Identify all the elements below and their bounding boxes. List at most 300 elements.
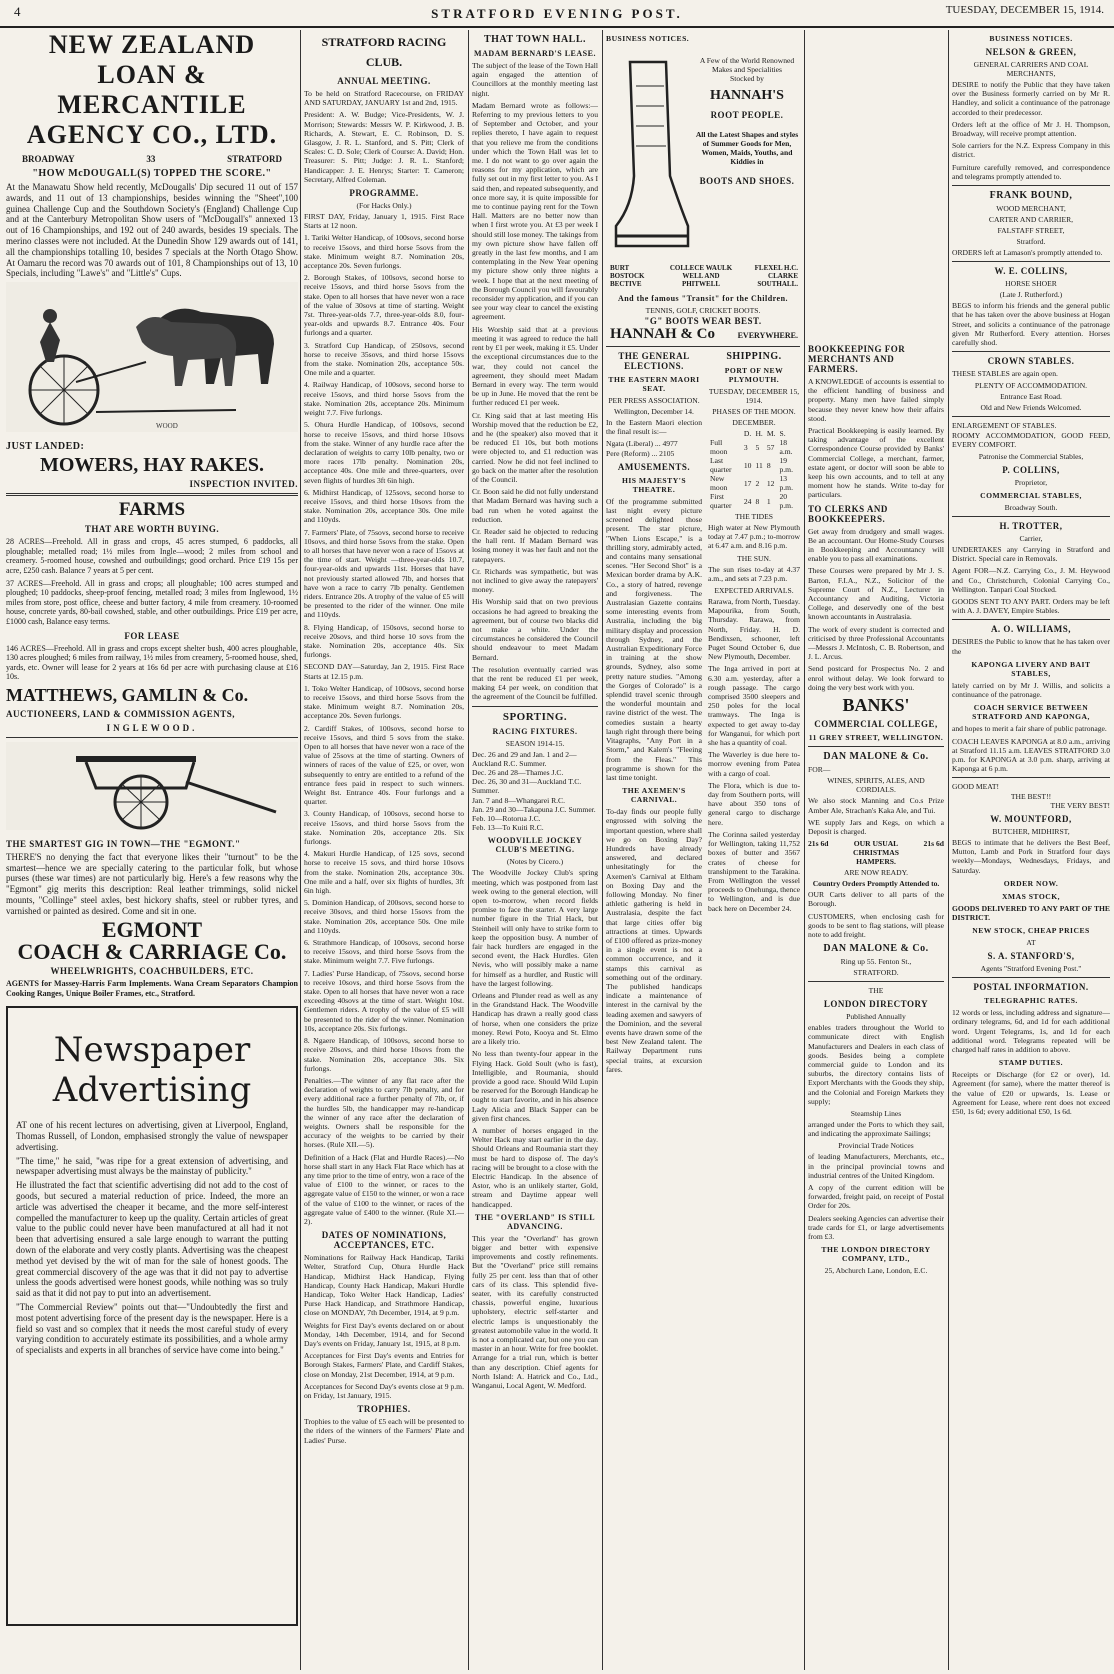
farm-listing: 28 ACRES—Freehold. All in grass and crops, 45 acres stumped, 6 paddocks, all ploughable; metalled road; 1½ miles from Ingle—wood; 2 miles from school and creamery. 5-roomed house, cowshed and outbuildings; good orchard. Price £19 15s per acre, £250 cash. Balance 7 years at 5 per cent. — [6, 537, 298, 575]
table-cell: Full moon — [710, 438, 728, 456]
carts-note: OUR Carts deliver to all parts of the Borough. — [808, 890, 944, 909]
woodville-byline: (Notes by Cicero.) — [506, 857, 564, 867]
directory-address: 25, Abchurch Lane, London, E.C. — [824, 1266, 928, 1276]
goods-delivered: GOODS DELIVERED TO ANY PART OF THE DISTRICT. — [952, 903, 1110, 922]
coach-times: COACH LEAVES KAPONGA at 8.0 a.m., arriving at Stratford 11.15 a.m. LEAVES STRATFORD 3.0 p.m. for KAPONGA at 3.0 p.m. sharp, arriving at Kaponga at 6 p.m. — [952, 736, 1110, 774]
new-stock: NEW STOCK, CHEAP PRICES — [972, 926, 1090, 936]
crown-line: Old and New Friends Welcomed. — [980, 403, 1082, 413]
kaponga-stables: KAPONGA LIVERY AND BAIT STABLES, — [971, 659, 1091, 678]
table-row — [708, 456, 800, 474]
fixtures-heading: RACING FIXTURES. — [492, 726, 578, 736]
table-cell: 20 p.m. — [779, 492, 793, 510]
hannah-co: HANNAH & Co — [610, 326, 715, 342]
malone-phone: Ring up 55. Fenton St., — [840, 957, 912, 967]
frank-bound-title: FRANK BOUND, — [989, 190, 1073, 202]
news-subcolumn — [606, 347, 702, 1077]
hampers-row — [808, 839, 944, 866]
stanford-title: S. A. STANFORD'S, — [987, 951, 1075, 962]
shipping-subcolumn — [708, 347, 800, 1077]
racing-club-title: STRATFORD RACING CLUB. — [321, 35, 447, 69]
fixture-item: Dec. 26 and 28—Thames J.C. — [472, 768, 564, 778]
table-cell: 2 — [755, 478, 760, 488]
williams-title: A. O. WILLIAMS, — [990, 624, 1072, 635]
just-landed: JUST LANDED: — [6, 441, 85, 453]
everywhere: EVERYWHERE. — [737, 331, 798, 340]
mountford-title: W. MOUNTFORD, — [990, 813, 1072, 824]
clerks-paragraph: The work of every student is corrected and criticised by three Professional Accountants—Messrs J. McIntosh, C. B. Robertson, and J. L. Arcus. — [808, 624, 944, 662]
butcher-line: BUTCHER, MIDHIRST, — [992, 826, 1070, 836]
trotter-line: Carrier, — [1019, 534, 1043, 544]
malone-for: FOR— — [808, 765, 831, 775]
nelson-paragraph: Sole carriers for the N.Z. Express Company in this district. — [952, 141, 1110, 160]
column-1 — [6, 30, 298, 1670]
hampers-label — [853, 839, 899, 866]
malone-wines: WINES, SPIRITS, ALES, AND CORDIALS. — [827, 776, 925, 795]
weights-body: Weights for First Day's events declared on or about Monday, 14th December, 1914, and for Second Day's events on Friday, January 1st, 1915, at 8 p.m. — [304, 1320, 464, 1348]
hamper-price: 21s 6d — [923, 839, 944, 849]
egmont-advertisement — [6, 742, 298, 1000]
malone-title: DAN MALONE & Co. — [823, 943, 929, 955]
roomy-paragraph: ROOMY ACCOMMODATION, GOOD FEED, EVERY COMFORT. — [952, 430, 1110, 449]
directory-paragraph: enables traders throughout the World to communicate direct with English Manufacturers and Dealers in each class of goods. Besides being a complete commercial guide to London and its suburbs, the directory contains lists of Export Merchants with the Goods they ship, and the Colonial and Foreign Markets they supply; — [808, 1023, 944, 1106]
bookkeeping-paragraph: A KNOWLEDGE of accounts is essential to the efficient handling of business and property. Many men have failed simply because they never knew how their affairs stood. — [808, 377, 944, 423]
collins-line: (Late J. Rutherford.) — [999, 290, 1063, 300]
result-line: Ngata (Liberal) ... 4977 — [606, 439, 678, 449]
table-cell: 18 a.m. — [779, 438, 793, 456]
port-heading: PORT OF NEW PLYMOUTH. — [724, 366, 784, 384]
table-row — [708, 474, 800, 492]
race-entry: 3. Stratford Cup Handicap, of 250sovs, second horse to receive 35sovs, and third horse 15sovs from the stake. Nomination 20s, acceptance 50s. One mile and a quarter. — [304, 340, 464, 378]
directory-paragraph: A copy of the current edition will be forwarded, freight paid, on receipt of Postal Order for 20s. — [808, 1182, 944, 1211]
moon-month: DECEMBER. — [732, 418, 776, 427]
proprietor: Proprietor, — [1014, 478, 1048, 488]
race-entry: 2. Cardiff Stakes, of 100sovs, second horse to receive 15sovs, and third 5 sovs from the stake. Open to all horses that have never won a race of the value of 25sovs at the time of starting. Owners of winners of races of the value of £25, or over, won subsequently to entry are entitled to a refund of the entrance fees paid in respect to such winners. Weight 8st. Entrance 40s. Four furlongs and a quarter. — [304, 723, 464, 807]
farms-heading: FARMS — [118, 499, 186, 521]
farms-advertisement — [6, 500, 298, 733]
tides-body: High water at New Plymouth today at 7.47 p.m.; to-morrow at 6.47 a.m. and 8.16 p.m. — [708, 523, 800, 551]
race-entry: 8. Ngaere Handicap, of 100sovs, second horse to receive 20sovs, and third horse 10sovs from the stake. Nomination 20s, acceptance 30s. Six furlongs. — [304, 1036, 464, 1073]
elections-heading: THE GENERAL ELECTIONS. — [618, 351, 690, 371]
hampers-line: CHRISTMAS — [853, 848, 899, 858]
second-day: SECOND DAY—Saturday, Jan 2, 1915. First Race Starts at 12.15 p.m. — [304, 662, 464, 681]
issue-date: TUESDAY, DECEMBER 15, 1914. — [945, 4, 1104, 16]
trotter-agent: Agent FOR—N.Z. Carrying Co., J. M. Heywood and Co., Christchurch, Colonial Carrying Co., Wellington. Tanpari Coal Stocked. — [952, 566, 1110, 594]
nz-title: LOAN & MERCANTILE — [57, 60, 247, 119]
hannahs-name: HANNAH'S — [710, 87, 784, 103]
postal-heading: POSTAL INFORMATION. — [973, 982, 1089, 993]
woodville-paragraph: Orleans and Plunder read as well as any in the Grandstand Hack. The Woodville Handicap has drawn a really good class of horse, when one considers the prize money. Rewi Poto, Kooya and St. Elmo are a likely trio. — [472, 991, 598, 1047]
frank-line: CARTER AND CARRIER, — [988, 215, 1074, 225]
directory-paragraph: of leading Manufacturers, Merchants, etc., in the principal provincial towns and industrial centres of the United Kingdom. — [808, 1152, 944, 1180]
collins-paragraph: BEGS to inform his friends and the general public that he has taken over the above business at Hogan Street, and solicits a continuance of the patronage given Mr Rutherford. Every attention. Horses carefully shod. — [952, 301, 1110, 348]
lease-paragraph: The subject of the lease of the Town Hall again engaged the attention of Councillors at the monthly meeting last night. — [472, 61, 598, 98]
tennis-boots: TENNIS, GOLF, CRICKET BOOTS. — [645, 306, 761, 315]
the-best: THE BEST!! — [1010, 791, 1052, 801]
overland-paragraph: This year the "Overland" has grown bigger and better with expensive improvements and costly refinements. But the "Overland" price still remains fully 25 per cent. less than that of other cars of its class. This splendid five-seater, with its carefully constructed chassis, powerful engine, luxurious upholstery, electric self-starter and electric lamps is unquestionably the greatest automobile value in the world. It is not a complicated car, but one you can master in an hour. Write for free booklet. Arrange for a trial run, which is better than any description. Chief agents for North Island: A. Hatrick and Co., Ltd., Wanganui, Local Agent, W. Medford. — [472, 1233, 598, 1390]
acceptances-body: Acceptances for First Day's events and Entries for Borough Stakes, Farmers' Plate, and Cardiff Stakes, close on Monday, 21st December, 1914, at 9 p.m. — [304, 1351, 464, 1379]
column-rule — [948, 30, 949, 1670]
frank-orders: ORDERS left at Lamason's promptly attended to. — [952, 248, 1103, 258]
hannah-shapes: All the Latest Shapes and styles of Summer Goods for Men, Women, Maids, Youths, and Kiddies in — [695, 129, 799, 167]
clerks-paragraph: Send postcard for Prospectus No. 2 and enrol without delay. We look forward to doing the very best work with you. — [808, 664, 944, 692]
column-5 — [808, 30, 944, 1670]
collins-title: W. E. COLLINS, — [994, 266, 1068, 277]
for-lease-heading: FOR LEASE — [124, 630, 180, 641]
sun-heading: THE SUN. — [737, 553, 771, 563]
trophies-heading: TROPHIES. — [357, 1404, 411, 1415]
lease-paragraph: The resolution eventually carried was that the rent be reduced £1 per week, making £4 per week, on condition that the agreement of the Council be fulfilled. — [472, 664, 598, 702]
malone-title: DAN MALONE & Co. — [823, 751, 929, 763]
nz-number: 33 — [146, 154, 156, 164]
egmont-title: COACH & CARRIAGE Co. — [17, 938, 287, 964]
williams-paragraph: DESIRES the Public to know that he has taken over the — [952, 637, 1110, 656]
enlargement: ENLARGEMENT OF STABLES. — [952, 421, 1057, 431]
good-meat: GOOD MEAT! — [952, 782, 1000, 792]
shipping-note: The Flora, which is due to-day from Southern ports, will have about 350 tons of general cargo to discharge here. — [708, 780, 800, 827]
article-paragraph: "The Commercial Review" points out that—"Undoubtedly the first and most potent advertising force of the present day is the newspaper. Here is a field so vast and so complex that it needs the most careful study of every varying condition to accurately estimate its possibilities, and a whole army of specialists and experts in all branches of service have come into being." — [16, 1302, 288, 1356]
hampers-line: HAMPERS. — [856, 857, 896, 867]
wellington-dateline: Wellington, December 14. — [614, 407, 694, 416]
race-entry: 3. County Handicap, of 100sovs, second horse to receive 15sovs, and third horse 5sovs from the stake. Nomination 20s, acceptance 20s. Six furlongs. — [304, 809, 464, 847]
table-cell: 5 — [755, 442, 760, 452]
order-now: ORDER NOW. — [1003, 878, 1059, 888]
stanford-agents: Agents "Stratford Evening Post." — [980, 964, 1082, 974]
coach-service: COACH SERVICE BETWEEN STRATFORD AND KAPONGA, — [972, 703, 1090, 722]
directory-provincial: Provincial Trade Notices — [838, 1141, 914, 1151]
overland-heading: THE "OVERLAND" IS STILL ADVANCING. — [474, 1212, 596, 1231]
racing-intro: To be held on Stratford Racecourse, on FRIDAY AND SATURDAY, JANUARY 1st and 2nd, 1915. — [304, 89, 464, 108]
column-2 — [304, 30, 464, 1670]
hannahs-copy — [694, 56, 800, 189]
season: SEASON 1914-15. — [505, 738, 565, 748]
boots-and-shoes: BOOTS AND SHOES. — [699, 176, 795, 187]
malone-town: STRATFORD. — [853, 968, 899, 978]
directory-the: THE — [868, 986, 884, 996]
mower-caption: WOOD — [156, 422, 178, 431]
town-hall-heading: THAT TOWN HALL. — [483, 34, 587, 45]
table-cell: 57 — [766, 442, 775, 452]
column-5-spacer — [808, 30, 944, 340]
table-cell: 10 — [743, 460, 752, 470]
collins-line: HORSE SHOER — [1005, 279, 1057, 289]
fixture-item: Feb. 10—Rotorua J.C. — [472, 814, 541, 824]
table-header-row — [708, 429, 800, 438]
table-row — [708, 492, 800, 510]
table-header-cell: D. — [743, 429, 752, 438]
column-rule — [602, 30, 603, 1670]
transit: And the famous "Transit" for the Children. — [617, 294, 789, 303]
title-line: Advertising — [52, 1070, 252, 1111]
the-very-best: THE VERY BEST! — [1050, 800, 1110, 810]
table-cell: 11 — [755, 460, 763, 470]
clerks-paragraph: Get away from drudgery and small wages. Be an accountant. Our Home-Study Courses in Bookkeeping and Accountancy will enable you to pass all examinations. — [808, 526, 944, 564]
nelson-paragraph: Furniture carefully removed, and correspondence and telegrams promptly attended to. — [952, 162, 1110, 181]
brands-row — [610, 264, 798, 288]
fixture-item: Feb. 13—To Kuiti R.C. — [472, 823, 544, 833]
hacks-only: (For Hacks Only.) — [356, 201, 412, 211]
programme-heading: PROGRAMME. — [349, 188, 419, 199]
title-line: Newspaper — [53, 1030, 251, 1071]
coach-paragraph: and hopes to merit a fair share of public patronage. — [952, 724, 1107, 734]
farm-listing: 37 ACRES—Freehold. All in grass and crops; all ploughable; 100 acres stumped and ploughed; 10 paddocks, sheep-proof fencing, metalled road; 3 miles from Inglewood, 1½ miles from store, post office, cheese and butter factory, 4 mile from creamery. 10-roomed house, concrete yards, 80-bail cowshed, stable, and other outbuildings. Price £19 per acre, £1000 cash, Balance easy terms. — [6, 578, 298, 626]
farms-subheading: THAT ARE WORTH BUYING. — [84, 524, 220, 535]
crown-line: PLENTY OF ACCOMMODATION. — [974, 381, 1088, 391]
business-notices-heading: BUSINESS NOTICES. — [606, 34, 690, 43]
fixture-item: Jan. 29 and 30—Takapuna J.C. Summer. — [472, 804, 596, 814]
fixtures-list — [472, 750, 598, 833]
masthead — [0, 0, 1114, 28]
nz-address-row — [22, 154, 282, 164]
shipping-note: The Corinna sailed yesterday for Wellington, taking 11,752 boxes of butter and 3567 crates of cheese for transhipment to the Tarakina. From Wellington the vessel proceeds to Onehunga, thence to Wellington, and is due back here on December 24. — [708, 829, 800, 913]
hannah-line: Stocked by — [730, 74, 764, 84]
woodville-paragraph: The Woodville Jockey Club's spring meeting, which was postponed from last week owing to the general election, will open to-morrow, when record fields promise to face the starter. A very large number figure in the Trial Hack, but Steinheil will only have to strike form to keep the opposition busy. A number of fair hack hurdlers are engaged in the second event, the Hack Hurdles. Glen Nevis, who will possibly make a name for himself as a hurdler, and Rustic will have the largest following. — [472, 868, 598, 988]
hamper-price: 21s 6d — [808, 839, 829, 849]
directory-paragraph: arranged under the Ports to which they sail, and indicating the approximate Sailings; — [808, 1119, 944, 1139]
nz-title: NEW ZEALAND — [48, 30, 256, 59]
table-cell: First quarter — [710, 492, 732, 510]
shipping-note: The Waverley is due here to-morrow evening from Patea with a cargo of coal. — [708, 750, 800, 778]
trotter-title: H. TROTTER, — [999, 521, 1063, 532]
race-entry: 4. Railway Handicap, of 100sovs, second horse to receive 15sovs, and third horse 5sovs from the stake. Nomination 20s, acceptance 20s. Minimum weight 7.7. Five furlongs. — [304, 380, 464, 418]
moon-phases-table — [708, 429, 800, 510]
race-entry: 1. Toko Welter Handicap, of 100sovs, second horse to receive 15sovs, and third horse 5sovs from the stake. Minimum weight 8.7. Nomination 20s, acceptance 20s. Seven furlongs. — [304, 683, 464, 721]
business-notices-heading: BUSINESS NOTICES. — [989, 34, 1073, 43]
first-day: FIRST DAY, Friday, January 1, 1915. First Race Starts at 12 noon. — [304, 212, 464, 231]
race-entry: 5. Dominion Handicap, of 200sovs, second horse to receive 30sovs, and third horse 15sovs from the stake. Nomination 20s, acceptance 50s. One mile and 110yds. — [304, 898, 464, 935]
column-6 — [952, 30, 1110, 1670]
table-cell: 24 — [743, 496, 752, 506]
directory-published: Published Annually — [846, 1012, 906, 1022]
table-header-cell: S. — [779, 429, 786, 438]
newspaper-name: STRATFORD EVENING POST. — [431, 6, 683, 21]
eastern-body: In the Eastern Maori election the final result is:— — [606, 418, 702, 437]
banks-college: COMMERCIAL COLLEGE, — [814, 719, 938, 730]
penalties: Penalties.—The winner of any flat race after the declaration of weights to carry 7lb penalty, and for every additional race a further penalty of 7lb, or, if the hurdles 5lb, the handicapper may re-handicap the winner of any race after the declaration of weights. Owners shall be responsible for the accuracy of the weights to be carried by their horses. (Rule XII.—5). — [304, 1075, 464, 1150]
nelson-paragraph: DESIRE to notify the Public that they have taken over the Business formerly carried on by Mr R. Handley, and solicit a continuance of the patronage accorded to their predecessor. — [952, 80, 1110, 117]
lease-heading: MADAM BERNARD'S LEASE. — [474, 49, 596, 58]
table-header-cell: H. — [755, 429, 763, 438]
lease-paragraph: Madam Bernard wrote as follows:—Referring to my previous letters to you of September and October, and your replies thereto, I have again to request that you relieve me from the conditions under which the Town Hall was let to me. I do not want to go over again the reasons for my application, which are fully set out in my first letter to you. As I said then, and repeated subsequently, and once more say, it is quite impossible for me to continue paying rent for the Town Hall. Matters are no better now than when I first wrote you. At £3 per week I should still lose money. The takings from my own picture show have fallen off greatly in the last few months, and I am contemplating in the New Year opening my picture show only three nights a week. I hope that at the next meeting of the Borough Council you will favourably reconsider my application, and if you can see your way clear to cancel the existing agreement. — [472, 100, 598, 322]
column-4-split — [606, 347, 800, 1077]
result-line: Pere (Reform) ... 2105 — [606, 448, 675, 458]
gig-illustration — [6, 742, 298, 830]
table-cell: 1 — [766, 496, 771, 506]
nz-loan-advertisement — [6, 30, 298, 489]
race-entry: 5. Ohura Hurdle Handicap, of 100sovs, second horse to receive 15sovs, and third horse 10sovs from the stake. Winner of any hurdle race after the declaration of weights to carry 10lb penalty, two or more races 17lb penalty. Nomination 20s, acceptance 40s. One mile and three-quarters, over seven flights of hurdles 3ft 6in high. — [304, 420, 464, 485]
williams-paragraph: lately carried on by Mr J. Willis, and solicits a continuance of the patronage. — [952, 680, 1110, 700]
nelson-green-title: NELSON & GREEN, — [985, 47, 1077, 57]
stamp-paragraph: Receipts or Discharge (for £2 or over), 1d. Agreement (for same), where the matter thereof is the value of £20 or upwards, 1s. Lease or Agreement for Lease, where rent does not exceed £50, 1s 6d; every additional £50, 1s 6d. — [952, 1070, 1110, 1116]
tides-heading: THE TIDES — [734, 512, 774, 521]
lease-paragraph: Cr. Reader said he objected to reducing the hall rent. If Madam Bernard was losing money it was her fault and not the ratepayers. — [472, 526, 598, 564]
inspection-invited: INSPECTION INVITED. — [189, 479, 298, 490]
column-rule — [468, 30, 469, 1670]
nelson-paragraph: Orders left at the office of Mr J. H. Thompson, Broadway, will receive prompt attention. — [952, 119, 1110, 139]
shipping-note: The Inga arrived in port at 6.30 a.m. yesterday, after a rough passage. The cargo comprised 3500 sleepers and 250 poles for the local tramways. The Inga is expected to get away to-day for Wanganui, for which port she has a quantity of coal. — [708, 664, 800, 748]
mowers-heading: MOWERS, HAY RAKES. — [39, 454, 265, 477]
his-majestys-theatre: HIS MAJESTY'S THEATRE. — [621, 475, 687, 494]
commercial-stables: COMMERCIAL STABLES, — [980, 491, 1082, 501]
lease-paragraph: Cr. Boon said he did not fully understand that Madam Bernard was having such a bad run when he voted against the reduction. — [472, 487, 598, 524]
nz-body: At the Manawatu Show held recently, McDougalls' Dip secured 11 out of 157 awards, and 11 out of 13 championships, besides winning the "Sheet",100 guinea Challenge Cup and the Southdown Society's (England) Challenge Cup and at the Canterbury Metropolitan Show users of "McDougall's" annexed 13 out of 16 Championships, and 192 out of 240 awards, besides 19 specials. The merino classes were not included. At the Dunedin Show 129 awards out of 141, all the championships totalling 10, besides 7 specials at the North Otago Show. At Oamaru the record was 70 awards out of 101, 8 Championships out of 13, 10 Specials, including "Lawe's" and "Little's" Cups. — [6, 182, 298, 279]
page-number: 4 — [14, 4, 21, 19]
table-cell: 17 — [743, 478, 752, 488]
horse-mower-illustration — [6, 282, 298, 432]
race-entry: 6. Strathmore Handicap, of 100sovs, second horse to receive 15sovs, and third horse 5sovs from the stake. Minimum weight 7.7. Five furlongs. — [304, 938, 464, 966]
race-entry: 7. Farmers' Plate, of 75sovs, second horse to receive 10sovs, and third horse 5sovs from the stake. Open to all horses that have never won a race of 15sovs at the time of start. Weight —three-year-olds 10.7, four-year-olds and upwards 11st. Horses that have not previously started allowed 7lb, and horses that have won a race to carry 7lb penalty. Gentlemen riders. Entrance 20s. A trophy of the value of £5 will be presented to the rider of the winner. One mile and 110yds. — [304, 527, 464, 620]
egmont-headline: THE SMARTEST GIG IN TOWN—THE "EGMONT." — [6, 838, 241, 849]
table-cell: 8 — [766, 460, 771, 470]
root-people: ROOT PEOPLE. — [710, 109, 784, 120]
table-cell: New moon — [710, 474, 728, 492]
country-orders: Country Orders Promptly Attended to. — [812, 879, 940, 889]
hannah-line: Makes and Specialities — [711, 65, 782, 75]
axemen-heading: THE AXEMEN'S CARNIVAL. — [622, 786, 686, 805]
lease-paragraph: Cr. King said that at last meeting His Worship moved that the reduction be £2, and he (the speaker) also moved that it be reduced £1 10s, but both motions were objected to, and £1 reduction was carried. Now he did not feel inclined to go back on the matter after the resolution of the Council. — [472, 410, 598, 484]
article-paragraph: He illustrated the fact that scientific advertising did not add to the cost of goods, but secured a material reduction of price. Indeed, the more an article was advertised the cheaper it became, and the more self-interest compelled the manufacturer to keep up the quality. Certain articles of great value to the public could never have been manufactured at all had it not been that advertising ensured a sale large enough to warrant the putting down of the elaborate and very costly plants. Advertising was the cheapest method yet devised by the wit of man for the sale of honest goods. The great commercial discovery of the age was that it did not pay to advertise unless the goods advertised were honest goods, while nothing was so truly said as that it did not pay to put into an advertisement. — [16, 1180, 288, 1299]
hannahs-advertisement — [606, 46, 800, 347]
directory-steamship: Steamship Lines — [850, 1108, 902, 1118]
arrivals-heading: EXPECTED ARRIVALS. — [714, 586, 794, 596]
sporting-heading: SPORTING. — [502, 710, 568, 723]
dates-body: Nominations for Railway Hack Handicap, Tariki Welter, Stratford Cup, Ohura Hurdle Hack Handicap, Midhirst Hack Handicap, Flying Handicap, County Hack Handicap, Makuri Hurdle Handicap, Toko Welter Hack Handicap, Ladies' Purse Hack Handicap, and Strathmore Handicap, close on MONDAY, 7th December, 1914, at 9 p.m. — [304, 1253, 464, 1318]
race-entry: 2. Borough Stakes, of 100sovs, second horse to receive 15sovs, and third horse 5sovs from the stake. Open to all horses that have never won a race of the value of 30sovs at time of starting. Weight 7st. Three-year-olds 7.7, three-year-olds 8.0, four-year-olds and upwards 8.7. Entrance 40s. Four furlongs and a quarter. — [304, 273, 464, 338]
column-rule — [804, 30, 805, 1670]
london-directory-title: LONDON DIRECTORY — [823, 999, 929, 1010]
banks-title: BANKS' — [842, 695, 910, 716]
definition: Definition of a Hack (Flat and Hurdle Races).—No horse shall start in any Hack Flat Race which has at any time prior to the time of entry, won a race of the value of £100 to the winner, or races to the aggregate value of £150 to the winner, or won a race of the value of £100 to the winner, or races of the aggregate value of £400 to the winner. (Rule XI.—2). — [304, 1152, 464, 1226]
fixture-item: Dec. 26, 30 and 31—Auckland T.C. Summer. — [472, 777, 582, 796]
axemen-paragraph: To-day finds our people fully engrossed with solving the important question, where shall we go on Boxing Day? Hundreds have already answered, and declared unhesitatingly for the Axemen's Carnival at Eltham on Boxing Day and the following Monday. No finer athletic gathering is held in Australasia, despite the fact that large cities offer big attractions at times. Upwards of £100 offered as prize-money in a single event is not a common occurrence, and it stamps this carnival as something out of the ordinary. The published handicaps indicate a maintenance of interest in the carnival by the leading axemen and sawyers of the Dominion, and the several events have drawn some of the best New Zealand talent. The Railway Department runs special trains, at excursion fares. — [606, 807, 702, 1074]
hampers-line: OUR USUAL — [853, 839, 899, 849]
at: AT — [1026, 938, 1036, 948]
race-entry: 7. Ladies' Purse Handicap, of 75sovs, second horse to receive 10sovs, and third horse 5sovs from the stake. Open to all horses that have never won a race exceeding 40sovs at the time of start. Weight 10st. Gentlemen riders. A trophy of the value of £5 will be presented to the rider of the winner. Nomination 10s, acceptance 20s. Six furlongs. — [304, 968, 464, 1033]
bookkeeping-paragraph: Practical Bookkeeping is easily learned. By taking advantage of the excellent Correspondence Course provided by Banks' Commercial College, a merchant, farmer, estate agent, or doctor will soon be able to keep his own accounts, and to tell at any moment how he stands. Write to-day for particulars. — [808, 426, 944, 500]
lease-paragraph: His Worship said that at a previous meeting it was agreed to reduce the hall rent by £1 per week, making it £5. Under the exceptional circumstances due to the war, they could not cancel the agreement, they should meet Madam Bernard in every way. The term would be up in June. He moved that the rent be further reduced £1 per week. — [472, 324, 598, 408]
nelson-green-sub: GENERAL CARRIERS AND COAL MERCHANTS, — [973, 60, 1089, 78]
acceptances-body: Acceptances for Second Day's events close at 9 p.m. on Friday, 1st January, 1915. — [304, 1381, 464, 1400]
table-cell: 12 — [766, 478, 775, 488]
newspaper-advertising-box — [6, 1006, 298, 1626]
sun-body: The sun rises to-day at 4.37 a.m., and sets at 7.23 p.m. — [708, 564, 800, 583]
lease-paragraph: His Worship said that on two previous occasions he had agreed to breaking the agreement, but of course two blacks did not make a white. Under the circumstances he considered the Council should endeavour to meet Madam Bernard. — [472, 597, 598, 662]
moon-heading: PHASES OF THE MOON. — [712, 407, 796, 416]
day1-races — [304, 233, 464, 659]
arrivals-body: Rarawa, from North, Tuesday. Mapourika, from South, Thursday. Rarawa, from North, Friday. H. D. Bendixsen, schooner, left Puget Sound October 6, due New Plymouth, December. — [708, 597, 800, 662]
table-row — [708, 438, 800, 456]
boot-illustration — [610, 56, 690, 256]
clerks-heading: TO CLERKS AND BOOKKEEPERS. — [808, 503, 888, 524]
xmas-stock: XMAS STOCK, — [1001, 891, 1061, 901]
brand-group: BURT BOSTOCK BECTIVE — [610, 264, 645, 288]
annual-meeting: ANNUAL MEETING. — [337, 76, 431, 86]
malone-stock: We also stock Manning and Co.s Prize Amber Ale, Strachan's Kaka Ale, and Tui. — [808, 796, 944, 815]
dates-heading: DATES OF NOMINATIONS, ACCEPTANCES, ETC. — [321, 1230, 447, 1251]
table-header-cell — [708, 429, 742, 438]
rates-paragraph: 12 words or less, including address and signature—ordinary telegrams, 6d, and 1d for each additional word. Urgent Telegrams, 1s, and 1d for each additional word. Telegrams repeated will be charged half rates in addition to above. — [952, 1008, 1110, 1054]
crown-line: Entrance East Road. — [1000, 392, 1062, 402]
egmont-agents: AGENTS for Massey-Harris Farm Implements. Wana Cream Separators Champion Cooking Ranges, Unique Boiler Frames, etc., Stratford. — [6, 978, 298, 999]
egmont-title: EGMONT — [101, 916, 203, 942]
trophies-body: Trophies to the value of £5 each will be presented to the riders of the winners of the Farmers' Plate and Ladies' Purse. — [304, 1417, 464, 1445]
fixture-item: Jan. 7 and 8—Whangarei R.C. — [472, 795, 566, 805]
fixture-item: Dec. 26 and 29 and Jan. 1 and 2—Auckland R.C. Summer. — [472, 749, 577, 768]
table-cell: 13 p.m. — [779, 474, 793, 492]
column-4 — [606, 30, 800, 1670]
race-entry: 8. Flying Handicap, of 150sovs, second horse to receive 20sovs, and third horse 10 sovs from the stake. Nomination 20s, acceptance 40s. Six furlongs. — [304, 622, 464, 660]
racing-officers: President: A. W. Budge; Vice-Presidents, W. J. Morrison; Stewards: Messrs W. P. Kirkwood, J. B. Richards, A. Stewart, E. C. Robinson, D. S. Glasgow, J. R. L. Stanford, and S. Pitt; Clerk of Scales: C. D. Sole; Clerk of Course: A. David; Hon. Treasurer: S. Pitt; Judge: J. R. L. Stanford; Handicapper: J. E. Henrys; Starter: T. Cameron; Secretary, Alfred Coleman. — [304, 110, 464, 184]
newspaper-advertising-title — [16, 1030, 288, 1110]
telegraphic-heading: TELEGRAPHIC RATES. — [984, 996, 1078, 1006]
column-rule — [300, 30, 301, 1670]
table-cell: Last quarter — [710, 456, 732, 474]
matthews-gamlin-heading: MATTHEWS, GAMLIN & Co. — [6, 684, 249, 705]
race-entry: 6. Midhirst Handicap, of 125sovs, second horse to receive 15sovs, and third horse 10sovs from the stake. Nomination 20s, acceptance 30s. One mile and 110yds. — [304, 487, 464, 525]
pcollins-title: P. COLLINS, — [1002, 465, 1060, 476]
shipping-date: TUESDAY, DECEMBER 15, 1914. — [708, 387, 800, 405]
egmont-subheading: WHEELWRIGHTS, COACHBUILDERS, ETC. — [50, 965, 254, 976]
patronise: Patronise the Commercial Stables, — [978, 452, 1084, 462]
g-boots: "G" BOOTS WEAR BEST. — [644, 316, 762, 326]
nz-town: STRATFORD — [227, 154, 282, 164]
nz-title: AGENCY CO., LTD. — [26, 120, 278, 149]
farm-listing: 146 ACRES—Freehold. All in grass and crops except shelter bush, 400 acres ploughable, 130 acres ploughed; 6 miles from railway, 1½ miles from creamery, 5-roomed house, shed, yards, etc. Owner will lease for 2 years at 16s 6d per acre with purchasing clause at £16 10s. — [6, 643, 298, 682]
crown-paragraph: THESE STABLES are again open. — [952, 369, 1058, 379]
woodville-heading: WOODVILLE JOCKEY CLUB'S MEETING. — [487, 836, 583, 855]
clerks-paragraph: These Courses were prepared by Mr J. S. Barton, F.I.A., N.Z., Solicitor of the Supreme Court of N.Z., Lecturer in Accountancy and Auditing, Victoria College, and deservedly one of the best known accountants in Australasia. — [808, 566, 944, 622]
column-3 — [472, 30, 598, 1670]
woodville-paragraph: A number of horses engaged in the Welter Hack may start earlier in the day. Should Orleans and Roumania start they must be hard to dispose of. The day's racing will be brought to a close with the Electric Handicap. In the absence of Astor, who is an unlikely starter, Gold, stream and Daytime appear well handicapped. — [472, 1125, 598, 1209]
woodville-paragraph: No less than twenty-four appear in the Flying Hack. Gold Soult (who is fast), Intelligible, and Roumania, should provide a good race. Should Wild Lupin be reserved for the Borough Handicap he ought to start favorite, and in his absence Lady Alicia and Black Sapper can be given first chances. — [472, 1049, 598, 1123]
customers-note: CUSTOMERS, when enclosing cash for goods to be sent to flag stations, will please note to add freight. — [808, 911, 944, 939]
theatre-paragraph: Of the programme submitted last night every picture screened delighted those present. The star picture, "When Lions Escape," is a thrilling story, admirably acted, and contains many sensational scenes. "Her Second Shot" is a Mexican border drama by A.K. Co., a story of hatred, revenge and forgiveness. The Australasian Gazette contains some interesting events from Australia, including the big military display and procession through Sydney, and the Australian Expeditionary Force in training at the show grounds, Sydney, also some pretty nature studies. "Among the Gorges of Colorado" is a splendid travel scenic through the wonderful mountain and ravine district of the west. The comedies sustain a hearty laugh right through there being Vitagraphs, "Any Port in a Storm," and Kalem's "Fleeing from the Fleas." This programme is shown for the last time tonight. — [606, 496, 702, 782]
brand-group: FLEXEL H.C. CLARKE SOUTHALL. — [754, 264, 798, 288]
shipping-heading: SHIPPING. — [726, 351, 782, 362]
hannah-footer — [610, 326, 798, 343]
bookkeeping-heading: BOOKKEEPING FOR MERCHANTS AND FARMERS. — [808, 344, 906, 374]
crown-stables-title: CROWN STABLES. — [987, 356, 1075, 367]
amusements-heading: AMUSEMENTS. — [617, 461, 691, 472]
frank-line: Stratford. — [1016, 237, 1046, 247]
table-cell: 3 — [743, 442, 748, 452]
broadway-south: Broadway South. — [1004, 503, 1058, 513]
egmont-body: THERE'S no denying the fact that everyone likes their "turnout" to be the smartest—hence we are specially catering to the particular folk, but whose purses (these war times) are not particularly big. Here's a few reasons why the "Egmont" gig merits this description: Real leather trimmings, solid nickel mounts, "Collinge" steel axles, best hickory shafts, steel or rubber tyres, and varnished or painted as desired. Come and sit in one. — [6, 851, 298, 916]
nz-street: BROADWAY — [22, 154, 75, 164]
now-ready: ARE NOW READY. — [843, 868, 909, 878]
article-paragraph: "The time," he said, "was ripe for a great extension of advertising, and newspaper advertising must always be the mainstay of publicity." — [16, 1155, 288, 1177]
directory-company: THE LONDON DIRECTORY COMPANY, LTD., — [821, 1245, 931, 1264]
trotter-paragraph: UNDERTAKES any Carrying in Stratford and District. Special care in Removals. — [952, 545, 1110, 564]
brand-group: COLLECE WAULK WELL AND PHITWELL — [669, 264, 733, 288]
table-header-cell: M. — [766, 429, 776, 438]
eastern-maori: THE EASTERN MAORI SEAT. — [608, 375, 700, 393]
directory-paragraph: Dealers seeking Agencies can advertise their trade cards for £1, or large advertisements from £3. — [808, 1213, 944, 1241]
trotter-goods: GOODS SENT TO ANY PART. Orders may be left with A. J. DAVEY, Empire Stables. — [952, 597, 1110, 616]
per-press: PER PRESS ASSOCIATION. — [608, 396, 700, 405]
article-paragraph: AT one of his recent lectures on advertising, given at Liverpool, England, Thomas Russell, of London, emphasised strongly the value of newspaper advertising. — [16, 1120, 288, 1152]
table-cell: 19 p.m. — [779, 456, 793, 474]
hannah-line: A Few of the World Renowned — [699, 56, 795, 65]
matthews-subheading: AUCTIONEERS, LAND & COMMISSION AGENTS, — [6, 708, 236, 719]
race-entry: 4. Makuri Hurdle Handicap, of 125 sovs, second horse to receive 15 sovs, and third horse 10sovs from the stake. Nomination 20s, acceptance 30s. One mile and a half, over six flights of hurdles, 3ft 6in high. — [304, 849, 464, 896]
stamp-heading: STAMP DUTIES. — [998, 1058, 1064, 1068]
matthews-town: INGLEWOOD. — [106, 722, 198, 733]
table-cell: 8 — [755, 496, 760, 506]
malone-supply: WE supply Jars and Kegs, on which a Deposit is charged. — [808, 817, 944, 836]
day2-races — [304, 684, 464, 1073]
frank-line: WOOD MERCHANT, — [996, 204, 1066, 214]
nz-slogan: "HOW McDOUGALL(S) TOPPED THE SCORE." — [32, 168, 272, 179]
